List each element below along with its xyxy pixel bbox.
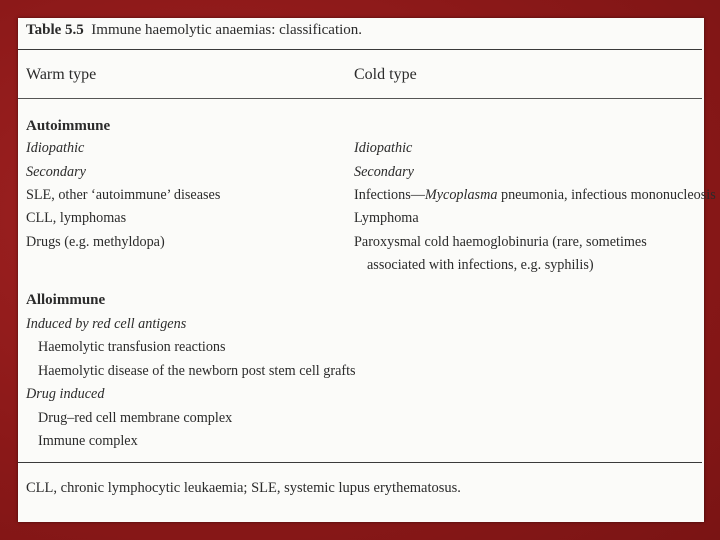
warm-idiopathic: Idiopathic (26, 140, 85, 156)
cold-pch-line1: Paroxysmal cold haemoglobinuria (rare, sometimes (354, 234, 647, 250)
warm-cll: CLL, lymphomas (26, 210, 127, 226)
warm-sle: SLE, other ‘autoimmune’ diseases (26, 187, 221, 203)
cold-infections-mycoplasma: Mycoplasma (424, 187, 498, 203)
table-page (18, 18, 716, 522)
warm-induced-label: Induced by red cell antigens (26, 316, 187, 332)
cold-infections-rest: pneumonia, infectious mononucleosis (497, 187, 716, 203)
warm-transfusion: Haemolytic transfusion reactions (38, 339, 226, 355)
cold-infections (354, 186, 716, 204)
top-rule (18, 49, 702, 50)
warm-drugs: Drugs (e.g. methyldopa) (26, 234, 165, 250)
table-title (26, 22, 362, 39)
warm-type-header: Warm type (26, 66, 97, 83)
cold-secondary: Secondary (354, 164, 414, 180)
warm-autoimmune-label: Autoimmune (26, 118, 111, 134)
warm-drug-induced-label: Drug induced (26, 386, 105, 402)
cold-lymphoma: Lymphoma (354, 210, 419, 226)
warm-alloimmune-label: Alloimmune (26, 292, 106, 308)
cold-pch-line2: associated with infections, e.g. syphilis) (367, 257, 594, 273)
warm-newborn: Haemolytic disease of the newborn post stem cell grafts (38, 363, 356, 379)
cold-type-header: Cold type (354, 66, 417, 83)
warm-secondary: Secondary (26, 164, 86, 180)
cold-idiopathic: Idiopathic (354, 140, 413, 156)
warm-immune-complex: Immune complex (38, 433, 138, 449)
cold-infections-prefix: Infections— (354, 187, 425, 203)
header-rule (18, 98, 702, 99)
table-number: Table 5.5 (26, 22, 84, 38)
bottom-rule (18, 462, 702, 463)
table-caption: Immune haemolytic anaemias: classification. (91, 22, 363, 38)
table-footnote: CLL, chronic lymphocytic leukaemia; SLE, systemic lupus erythematosus. (26, 480, 461, 496)
warm-membrane: Drug–red cell membrane complex (38, 410, 233, 426)
